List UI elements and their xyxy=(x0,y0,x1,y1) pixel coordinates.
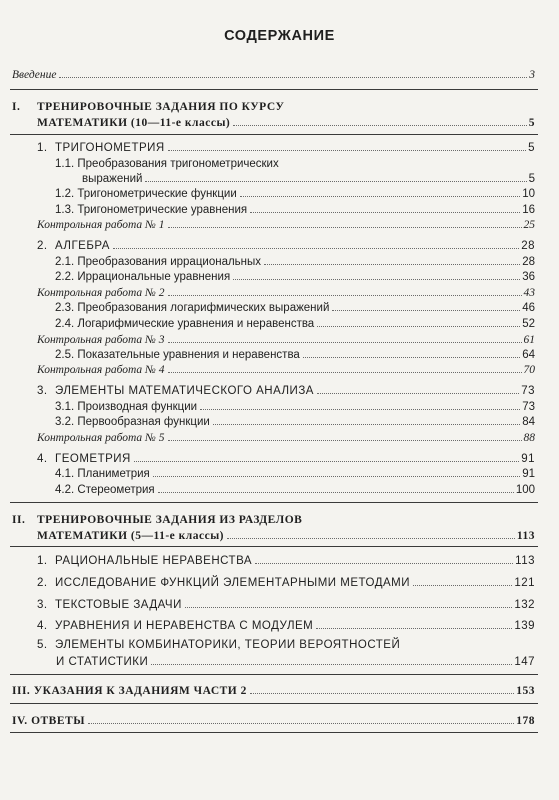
part2-title-line2: МАТЕМАТИКИ (5—11-е классы) xyxy=(37,530,225,542)
toc-entry-test-5[interactable] xyxy=(37,430,535,446)
toc-subentry-2-2[interactable] xyxy=(55,269,535,285)
page-number: 91 xyxy=(521,453,535,465)
section-title: УРАВНЕНИЯ И НЕРАВЕНСТВА С МОДУЛЕМ xyxy=(54,620,314,632)
subsection-number: 2.5. xyxy=(55,349,75,361)
page-number: 84 xyxy=(522,416,535,428)
page-number: 28 xyxy=(521,240,535,252)
toc-subentry-4-2[interactable] xyxy=(55,482,535,498)
section-title: ГЕОМЕТРИЯ xyxy=(54,453,131,465)
toc-subentry-2-4[interactable] xyxy=(55,316,535,332)
toc-subentry-4-1[interactable] xyxy=(55,466,535,482)
subsection-number: 1.3. xyxy=(55,204,75,216)
page-number: 100 xyxy=(515,484,535,496)
section-title: АЛГЕБРА xyxy=(54,240,110,252)
page-number: 28 xyxy=(522,256,535,268)
dot-leader xyxy=(250,693,514,694)
test-label: Контрольная работа № 5 xyxy=(37,432,165,444)
page-number: 25 xyxy=(523,219,535,231)
toc-subentry-1-2[interactable] xyxy=(55,186,535,202)
page-number: 70 xyxy=(523,364,535,376)
dot-leader xyxy=(255,563,513,564)
toc-subentry-2-3[interactable] xyxy=(55,300,535,316)
toc-entry-functions[interactable] xyxy=(37,575,535,591)
section-title: ЭЛЕМЕНТЫ КОМБИНАТОРИКИ, ТЕОРИИ ВЕРОЯТНОСТЕЙ xyxy=(54,639,401,651)
dot-leader xyxy=(264,264,520,265)
subsection-title: Иррациональные уравнения xyxy=(77,271,231,283)
divider xyxy=(10,732,538,733)
dot-leader xyxy=(233,279,520,280)
toc-subentry-1-1[interactable] xyxy=(82,171,535,187)
toc-entry-part2[interactable] xyxy=(37,528,535,544)
toc-entry-part3[interactable] xyxy=(12,683,535,699)
subsection-title: Планиметрия xyxy=(77,468,150,480)
toc-subentry-1-3[interactable] xyxy=(55,202,535,218)
section-title: ТРИГОНОМЕТРИЯ xyxy=(54,142,165,154)
section-title: РАЦИОНАЛЬНЫЕ НЕРАВЕНСТВА xyxy=(54,555,253,567)
page-number: 73 xyxy=(522,401,535,413)
section-number: 1. xyxy=(37,142,48,154)
section-number: 2. xyxy=(37,577,48,589)
page-number: 113 xyxy=(516,530,535,542)
page-number: 3 xyxy=(529,69,535,81)
subsection-number: 3.2. xyxy=(55,416,75,428)
page-number: 147 xyxy=(514,656,535,668)
page-number: 36 xyxy=(522,271,535,283)
subsection-title: Преобразования логарифмических выражений xyxy=(77,302,330,314)
page-number: 178 xyxy=(516,715,535,727)
toc-entry-geometry[interactable] xyxy=(37,451,535,467)
subsection-title: Тригонометрические функции xyxy=(77,188,237,200)
page-number: 16 xyxy=(522,204,535,216)
subsection-number: 2.3. xyxy=(55,302,75,314)
toc-entry-part4[interactable] xyxy=(12,713,535,729)
dot-leader xyxy=(168,342,522,343)
toc-subentry-2-1[interactable] xyxy=(55,254,535,270)
dot-leader xyxy=(240,196,520,197)
dot-leader xyxy=(332,310,520,311)
part3-title: УКАЗАНИЯ К ЗАДАНИЯМ ЧАСТИ 2 xyxy=(33,685,247,697)
subsection-title: Первообразная функции xyxy=(77,416,210,428)
page-number: 88 xyxy=(523,432,535,444)
dot-leader xyxy=(317,393,519,394)
dot-leader xyxy=(185,607,512,608)
subsection-title: Преобразования иррациональных xyxy=(77,256,262,268)
subsection-title: Производная функции xyxy=(77,401,198,413)
subsection-title: Преобразования тригонометрических xyxy=(77,158,279,170)
dot-leader xyxy=(88,723,514,724)
toc-entry-test-3[interactable] xyxy=(37,332,535,348)
dot-leader xyxy=(168,440,522,441)
subsection-number: 3.1. xyxy=(55,401,75,413)
page-number: 64 xyxy=(522,349,535,361)
part4-number: IV. xyxy=(12,715,28,727)
dot-leader xyxy=(145,181,526,182)
subsection-title: Тригонометрические уравнения xyxy=(77,204,248,216)
dot-leader xyxy=(153,476,520,477)
dot-leader xyxy=(316,628,512,629)
subsection-number: 4.1. xyxy=(55,468,75,480)
page-number: 5 xyxy=(528,142,535,154)
toc-entry-word-problems[interactable] xyxy=(37,597,535,613)
page-number: 153 xyxy=(516,685,535,697)
section-number: 2. xyxy=(37,240,48,252)
page-number: 132 xyxy=(514,599,535,611)
page-number: 46 xyxy=(522,302,535,314)
dot-leader xyxy=(168,227,522,228)
toc-entry-combinatorics-line1[interactable] xyxy=(37,637,400,653)
divider xyxy=(10,674,538,675)
part1-number: I. xyxy=(12,101,21,113)
divider xyxy=(10,89,538,90)
test-label: Контрольная работа № 4 xyxy=(37,364,165,376)
test-label: Контрольная работа № 1 xyxy=(37,219,165,231)
dot-leader xyxy=(233,125,526,126)
subsection-number: 2.1. xyxy=(55,256,75,268)
subsection-title: Логарифмические уравнения и неравенства xyxy=(77,318,315,330)
subsection-number: 2.2. xyxy=(55,271,75,283)
divider xyxy=(10,546,538,547)
toc-entry-combinatorics[interactable] xyxy=(56,654,535,670)
toc-entry-algebra[interactable] xyxy=(37,238,535,254)
part1-title-line1: ТРЕНИРОВОЧНЫЕ ЗАДАНИЯ ПО КУРСУ xyxy=(37,101,285,113)
toc-subentry-3-1[interactable] xyxy=(55,399,535,415)
dot-leader xyxy=(168,295,522,296)
toc-entry-test-2[interactable] xyxy=(37,285,535,301)
subsection-title: Показательные уравнения и неравенства xyxy=(77,349,300,361)
page-number: 73 xyxy=(521,385,535,397)
toc-subentry-3-2[interactable] xyxy=(55,414,535,430)
section-title: ТЕКСТОВЫЕ ЗАДАЧИ xyxy=(54,599,182,611)
toc-entry-intro[interactable] xyxy=(12,67,535,83)
dot-leader xyxy=(413,585,512,586)
subsection-title-line2: выражений xyxy=(82,173,143,185)
page-title: СОДЕРЖАНИЕ xyxy=(224,28,335,44)
page-number: 113 xyxy=(515,555,535,567)
divider xyxy=(10,134,538,135)
page-number: 5 xyxy=(528,117,535,129)
section-title: ЭЛЕМЕНТЫ МАТЕМАТИЧЕСКОГО АНАЛИЗА xyxy=(54,385,314,397)
dot-leader xyxy=(213,424,520,425)
dot-leader xyxy=(317,326,520,327)
dot-leader xyxy=(303,357,520,358)
dot-leader xyxy=(59,77,527,78)
part2-number: II. xyxy=(12,514,26,526)
page-number: 139 xyxy=(514,620,535,632)
section-title: ИССЛЕДОВАНИЕ ФУНКЦИЙ ЭЛЕМЕНТАРНЫМИ МЕТОДАМИ xyxy=(54,577,411,589)
subsection-number: 2.4. xyxy=(55,318,75,330)
dot-leader xyxy=(158,492,514,493)
part4-title: ОТВЕТЫ xyxy=(31,715,85,727)
part1-title-line2: МАТЕМАТИКИ (10—11-е классы) xyxy=(37,117,231,129)
page-number: 5 xyxy=(528,173,535,185)
test-label: Контрольная работа № 2 xyxy=(37,287,165,299)
dot-leader xyxy=(168,150,526,151)
toc-entry-analysis[interactable] xyxy=(37,383,535,399)
page-number: 43 xyxy=(523,287,535,299)
subsection-number: 4.2. xyxy=(55,484,75,496)
section-number: 5. xyxy=(37,639,48,651)
section-number: 3. xyxy=(37,599,48,611)
part2-title-line1: ТРЕНИРОВОЧНЫЕ ЗАДАНИЯ ИЗ РАЗДЕЛОВ xyxy=(37,514,303,526)
dot-leader xyxy=(227,538,515,539)
toc-entry-modulus[interactable] xyxy=(37,618,535,634)
subsection-number: 1.1. xyxy=(55,158,75,170)
section-number: 4. xyxy=(37,453,48,465)
toc-entry-test-1[interactable] xyxy=(37,217,535,233)
divider xyxy=(10,703,538,704)
toc-entry-trig[interactable] xyxy=(37,140,535,156)
dot-leader xyxy=(134,461,519,462)
entry-label: Введение xyxy=(12,69,57,81)
dot-leader xyxy=(250,212,520,213)
page-number: 91 xyxy=(522,468,535,480)
section-title-line2: И СТАТИСТИКИ xyxy=(56,656,149,668)
section-number: 4. xyxy=(37,620,48,632)
dot-leader xyxy=(200,409,520,410)
toc-entry-part1[interactable] xyxy=(37,115,535,131)
section-number: 3. xyxy=(37,385,48,397)
divider xyxy=(10,502,538,503)
toc-entry-rational[interactable] xyxy=(37,553,535,569)
toc-entry-test-4[interactable] xyxy=(37,362,535,378)
page-number: 61 xyxy=(523,334,535,346)
page-number: 121 xyxy=(514,577,535,589)
subsection-number: 1.2. xyxy=(55,188,75,200)
dot-leader xyxy=(168,372,522,373)
page-number: 10 xyxy=(522,188,535,200)
dot-leader xyxy=(151,664,512,665)
toc-subentry-2-5[interactable] xyxy=(55,347,535,363)
test-label: Контрольная работа № 3 xyxy=(37,334,165,346)
dot-leader xyxy=(113,248,519,249)
part3-number: III. xyxy=(12,685,31,697)
subsection-title: Стереометрия xyxy=(77,484,155,496)
page-number: 52 xyxy=(522,318,535,330)
toc-subentry-1-1-line1[interactable] xyxy=(55,156,279,172)
section-number: 1. xyxy=(37,555,48,567)
